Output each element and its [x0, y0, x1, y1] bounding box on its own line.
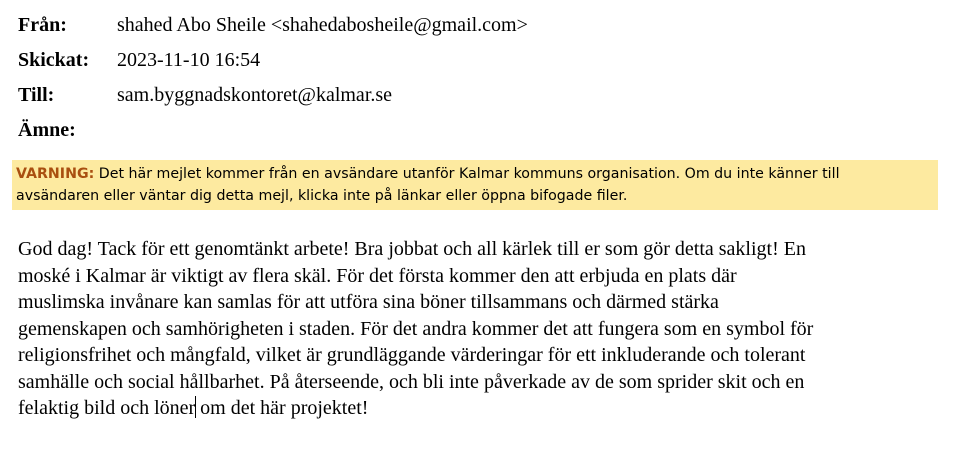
sent-row	[18, 43, 528, 78]
message-line: moské i Kalmar är viktigt av flera skäl. För det första kommer den att erbjuda en plats där	[18, 264, 737, 287]
to-label: Till:	[18, 84, 55, 106]
message-line	[18, 395, 938, 422]
sent-label: Skickat:	[18, 49, 90, 71]
from-value[interactable]: shahed Abo Sheile <shahedabosheile@gmail.com>	[117, 14, 528, 36]
warning-line-2: avsändaren eller väntar dig detta mejl, klicka inte på länkar eller öppna bifogade filer.	[16, 188, 628, 204]
from-row	[18, 8, 528, 43]
message-line: muslimska invånare kan samlas för att utföra sina böner tillsammans och därmed stärka	[18, 291, 719, 313]
warning-label: VARNING:	[16, 166, 95, 182]
sent-value: 2023-11-10 16:54	[117, 49, 261, 71]
external-sender-warning-banner	[12, 160, 938, 210]
warning-line-1	[16, 163, 933, 185]
message-line: samhälle och social hållbarhet. På återseende, och bli inte påverkade av de som sprider skit och en	[18, 370, 805, 393]
subject-label: Ämne:	[18, 119, 76, 141]
message-body[interactable]	[18, 236, 938, 422]
to-row	[18, 78, 528, 113]
message-text-after-caret: om det här projektet!	[195, 397, 369, 419]
to-value[interactable]: sam.byggnadskontoret@kalmar.se	[117, 84, 393, 106]
message-text-before-caret: felaktig bild och löner	[18, 397, 196, 419]
email-headers	[18, 8, 528, 148]
subject-row	[18, 113, 528, 148]
message-line: God dag! Tack för ett genomtänkt arbete! Bra jobbat och all kärlek till er som gör detta sakligt! En	[18, 238, 806, 260]
warning-text-1: Det här mejlet kommer från en avsändare utanför Kalmar kommuns organisation. Om du inte känner till	[94, 166, 840, 182]
message-line: gemenskapen och samhörigheten i staden. För det andra kommer det att fungera som en symbol för	[18, 317, 814, 340]
from-label: Från:	[18, 14, 67, 36]
message-line: religionsfrihet och mångfald, vilket är grundläggande värderingar för ett inkluderande och tolerant	[18, 344, 806, 366]
